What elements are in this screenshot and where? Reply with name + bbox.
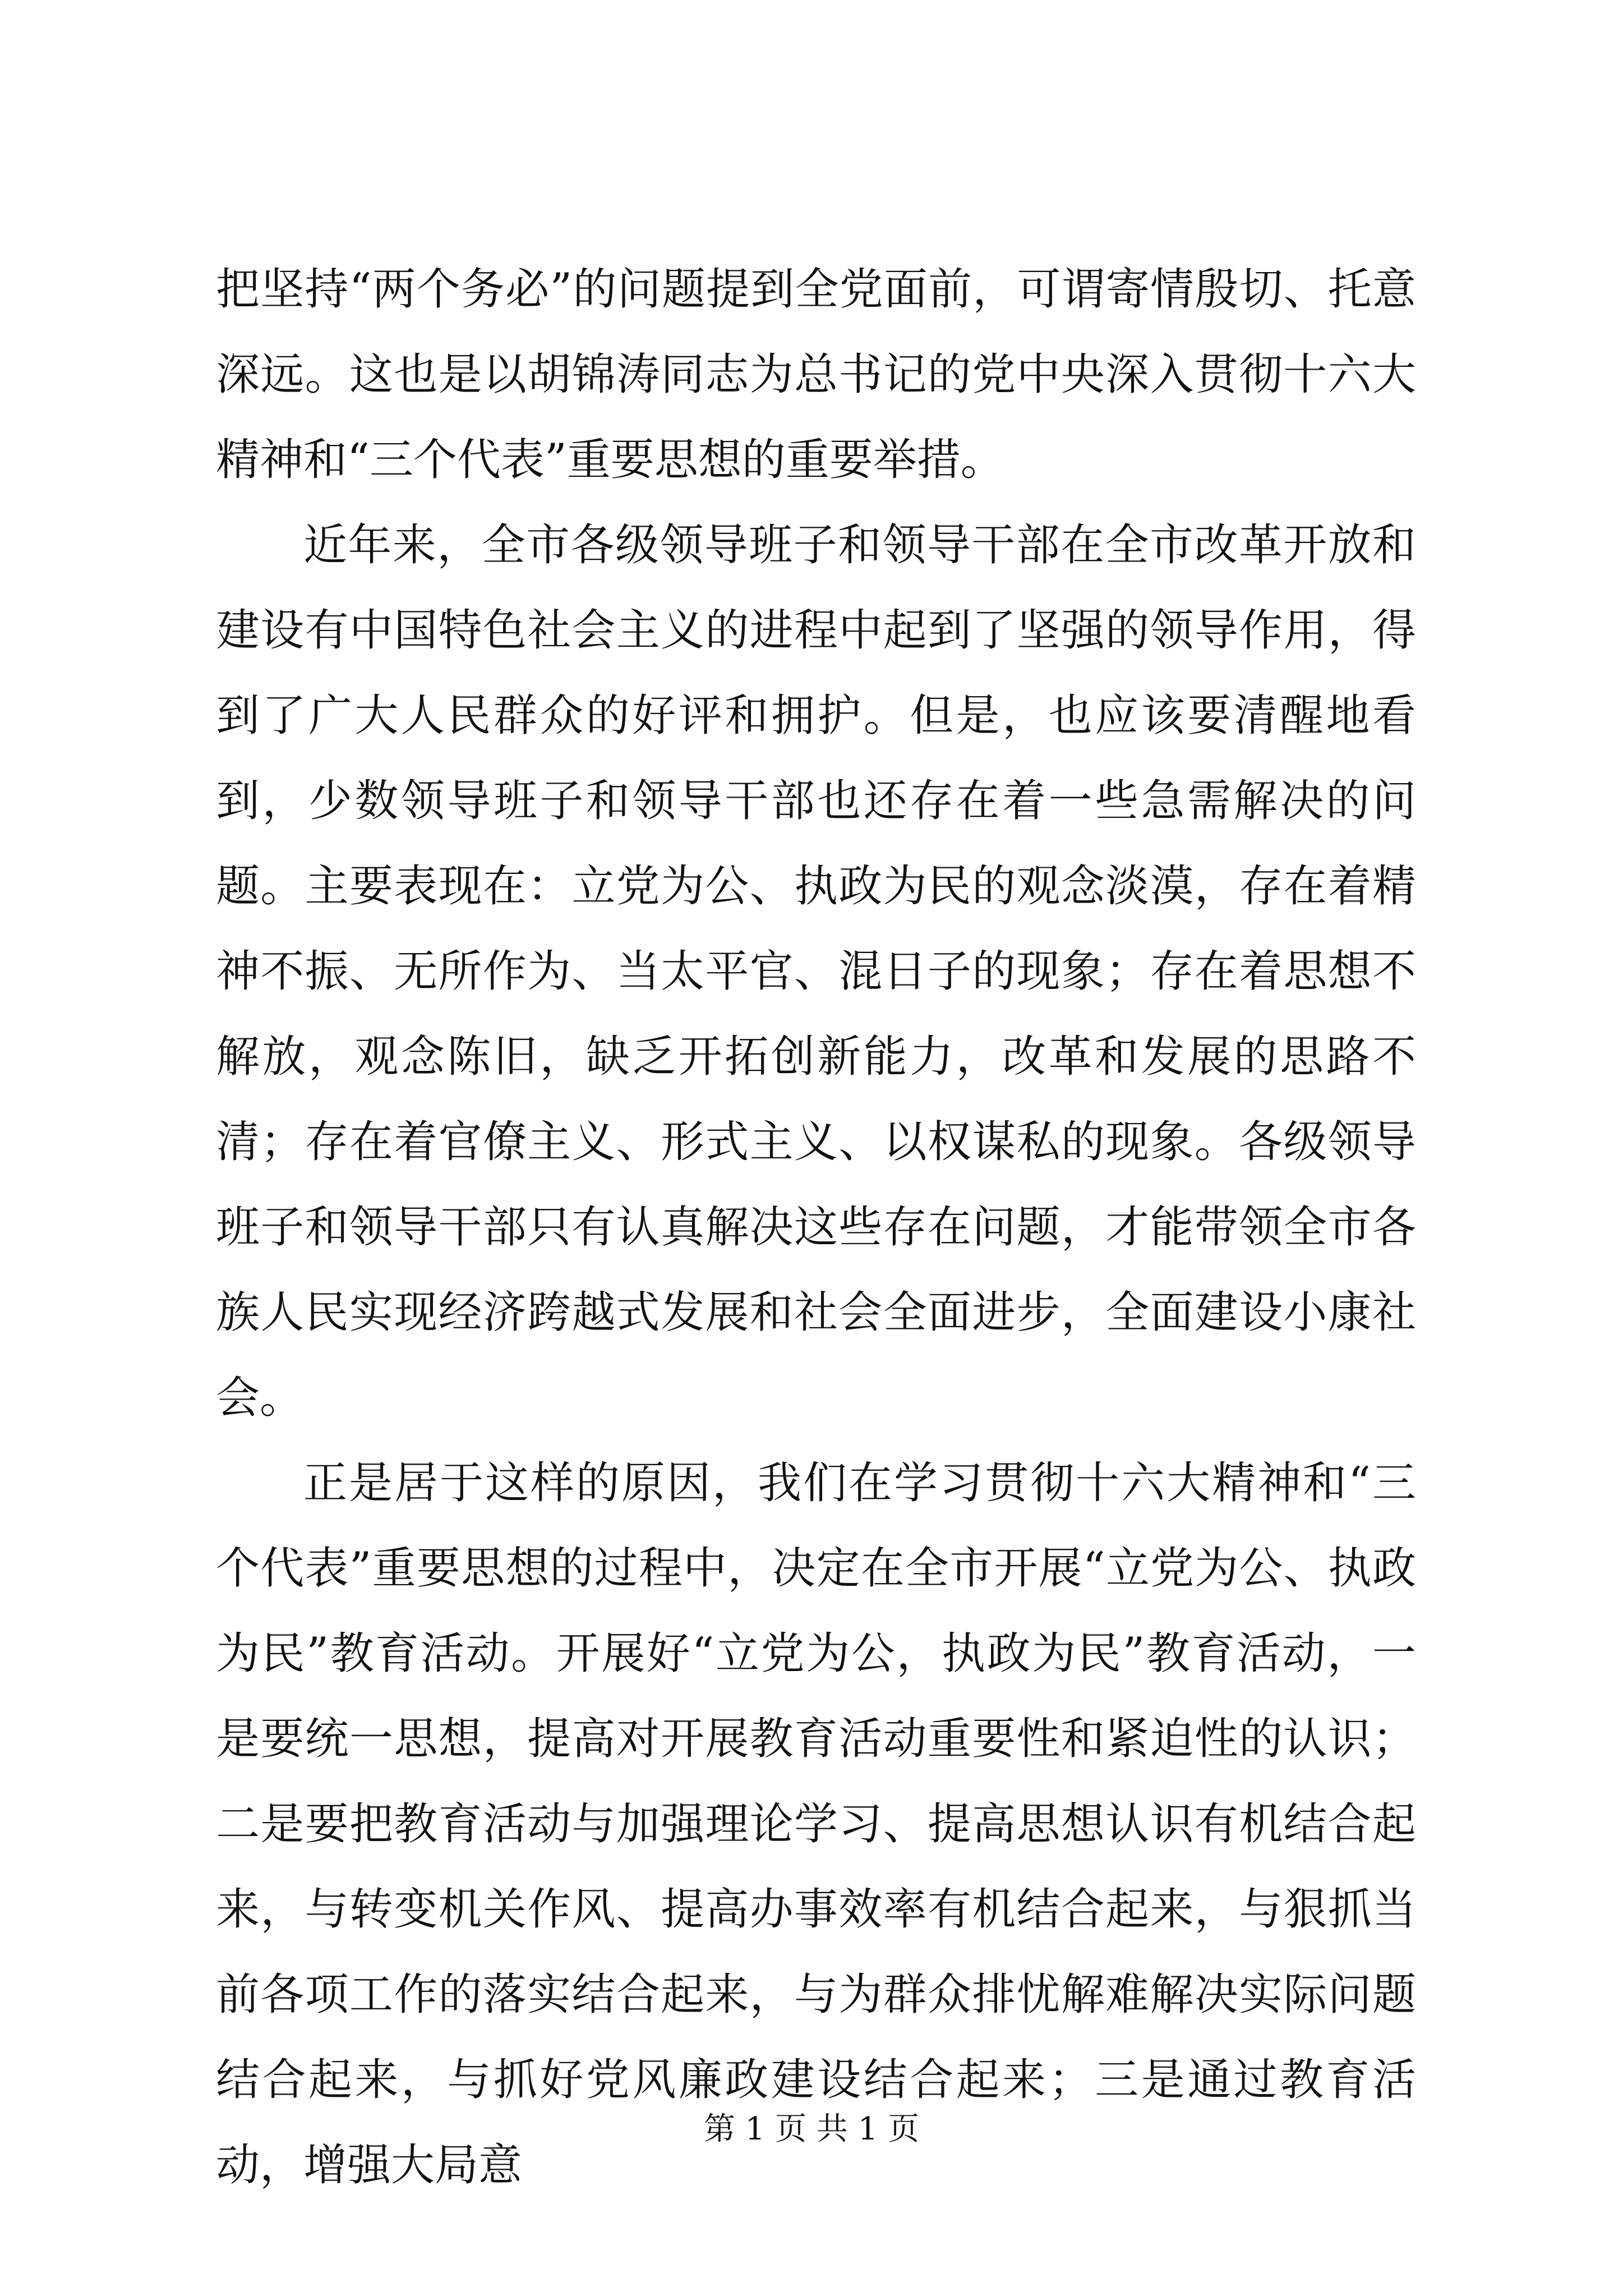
paragraph-2: 近年来，全市各级领导班子和领导干部在全市改革开放和建设有中国特色社会主义的进程中起到了坚强的领导作用，得到了广大人民群众的好评和拥护。但是，也应该要清醒地看到，少数领导班子和领导干部也还存在着一些急需解决的问题。主要表现在：立党为公、执政为民的观念淡漠，存在着精神不振、无所作为、当太平官、混日子的现象；存在着思想不解放，观念陈旧，缺乏开拓创新能力，改革和发展的思路不清；存在着官僚主义、形式主义、以权谋私的现象。各级领导班子和领导干部只有认真解决这些存在问题，才能带领全市各族人民实现经济跨越式发展和社会全面进步，全面建设小康社会。 [216, 520, 1416, 1423]
document-body [216, 247, 1416, 2208]
page-footer: 第 1 页 共 1 页 [703, 2111, 920, 2147]
paragraph-3: 正是居于这样的原因，我们在学习贯彻十六大精神和“三个代表”重要思想的过程中，决定在全市开展“立党为公、执政为民”教育活动。开展好“立党为公，执政为民”教育活动，一是要统一思想，提高对开展教育活动重要性和紧迫性的认识；二是要把教育活动与加强理论学习、提高思想认识有机结合起来，与转变机关作风、提高办事效率有机结合起来，与狠抓当前各项工作的落实结合起来，与为群众排忧解难解决实际问题结合起来，与抓好党风廉政建设结合起来；三是通过教育活动，增强大局意 [216, 1458, 1416, 2191]
paragraph-continuation: 把坚持“两个务必”的问题提到全党面前，可谓寄情殷切、托意深远。这也是以胡锦涛同志为总书记的党中央深入贯彻十六大精神和“三个代表”重要思想的重要举措。 [216, 264, 1416, 485]
